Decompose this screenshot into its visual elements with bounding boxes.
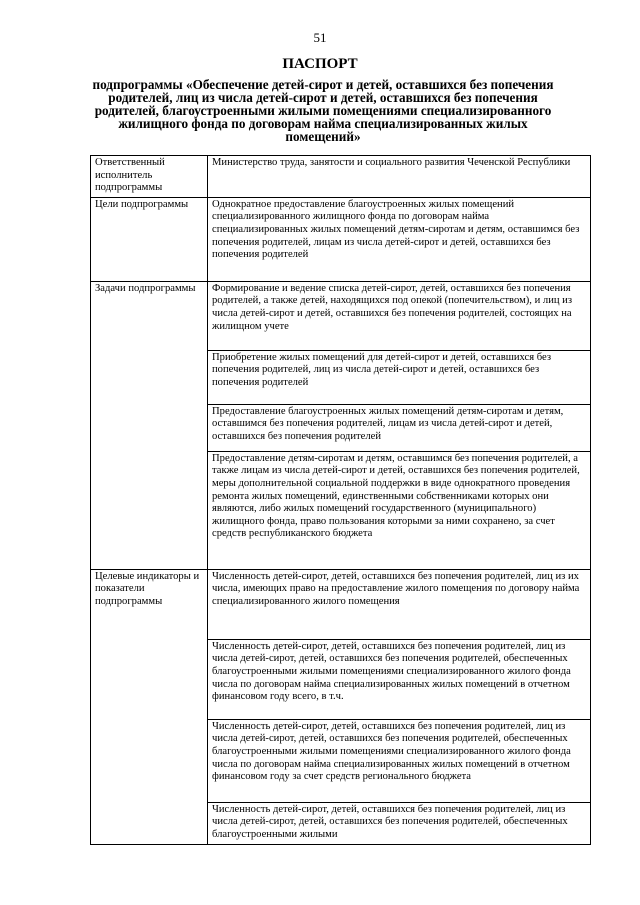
row-value: Численность детей-сирот, детей, оставшихся без попечения родителей, лиц из числа детей-сирот, детей, оставшихся без попечения родителей, обеспеченных благоустроенными жилыми помещениями специализированного жилого фонда числа по договорам найма специализированных жилых помещений в отчетном финансовом году всего, в т.ч. [208, 639, 591, 719]
row-value: Численность детей-сирот, детей, оставшихся без попечения родителей, лиц из числа детей-сирот, детей, оставшихся без попечения родителей, обеспеченных благоустроенными жилыми [208, 802, 591, 844]
table-row [91, 156, 591, 198]
row-label: Целевые индикаторы и показатели подпрограммы [91, 569, 208, 844]
row-value: Численность детей-сирот, детей, оставшихся без попечения родителей, лиц из числа детей-сирот, детей, оставшихся без попечения родителей, обеспеченных благоустроенными жилыми помещениями специализированного жилого фонда числа по договорам найма специализированных жилых помещений в отчетном финансовом году за счет средств регионального бюджета [208, 719, 591, 802]
row-value: Приобретение жилых помещений для детей-сирот и детей, оставшихся без попечения родителей, лиц из числа детей-сирот и детей, оставшихся без попечения родителей [208, 350, 591, 404]
table-row [91, 569, 591, 639]
document-title: ПАСПОРТ [282, 56, 358, 72]
row-value: Министерство труда, занятости и социального развития Чеченской Республики [208, 156, 591, 198]
table-row [91, 281, 591, 350]
row-value: Однократное предоставление благоустроенных жилых помещений специализированного жилищного фонда по договорам найма специализированных жилых помещений детям-сиротам и детям, оставшимся без попечения родителей, лицам из числа детей-сирот и детей, оставшихся без попечения родителей [208, 197, 591, 281]
passport-table [90, 155, 591, 845]
page-number: 51 [313, 30, 327, 45]
row-value: Предоставление детям-сиротам и детям, оставшимся без попечения родителей, а также лицам из числа детей-сирот и детей, оставшихся без попечения родителей, меры дополнительной социальной поддержки в виде однократного проведения ремонта жилых помещений, единственными собственниками которых они являются, либо жилых помещений государственного (муниципального) жилищного фонда, право пользования которыми за ними сохранено, за счет средств республиканского бюджета [208, 451, 591, 569]
row-value: Численность детей-сирот, детей, оставшихся без попечения родителей, лиц из их числа, имеющих право на предоставление жилого помещения по договору найма специализированного жилого помещения [208, 569, 591, 639]
row-label: Ответственный исполнитель подпрограммы [91, 156, 208, 198]
row-label: Задачи подпрограммы [91, 281, 208, 569]
row-value: Формирование и ведение списка детей-сирот, детей, оставшихся без попечения родителей, а также детей, находящихся под опекой (попечительством), и лиц из числа детей-сирот и детей, оставшихся без попечения родителей, состоящих на жилищном учете [208, 281, 591, 350]
row-label: Цели подпрограммы [91, 197, 208, 281]
row-value: Предоставление благоустроенных жилых помещений детям-сиротам и детям, оставшимся без попечения родителей, лицам из числа детей-сирот и детей, оставшихся без попечения родителей [208, 404, 591, 451]
table-row [91, 197, 591, 281]
document-subtitle: подпрограммы «Обеспечение детей-сирот и детей, оставшихся без попечения родителей, лиц из числа детей-сирот и детей, оставшихся без попечения родителей, благоустроенными жилыми помещениями специализированного жилищного фонда по договорам найма специализированных жилых помещений» [92, 77, 554, 144]
